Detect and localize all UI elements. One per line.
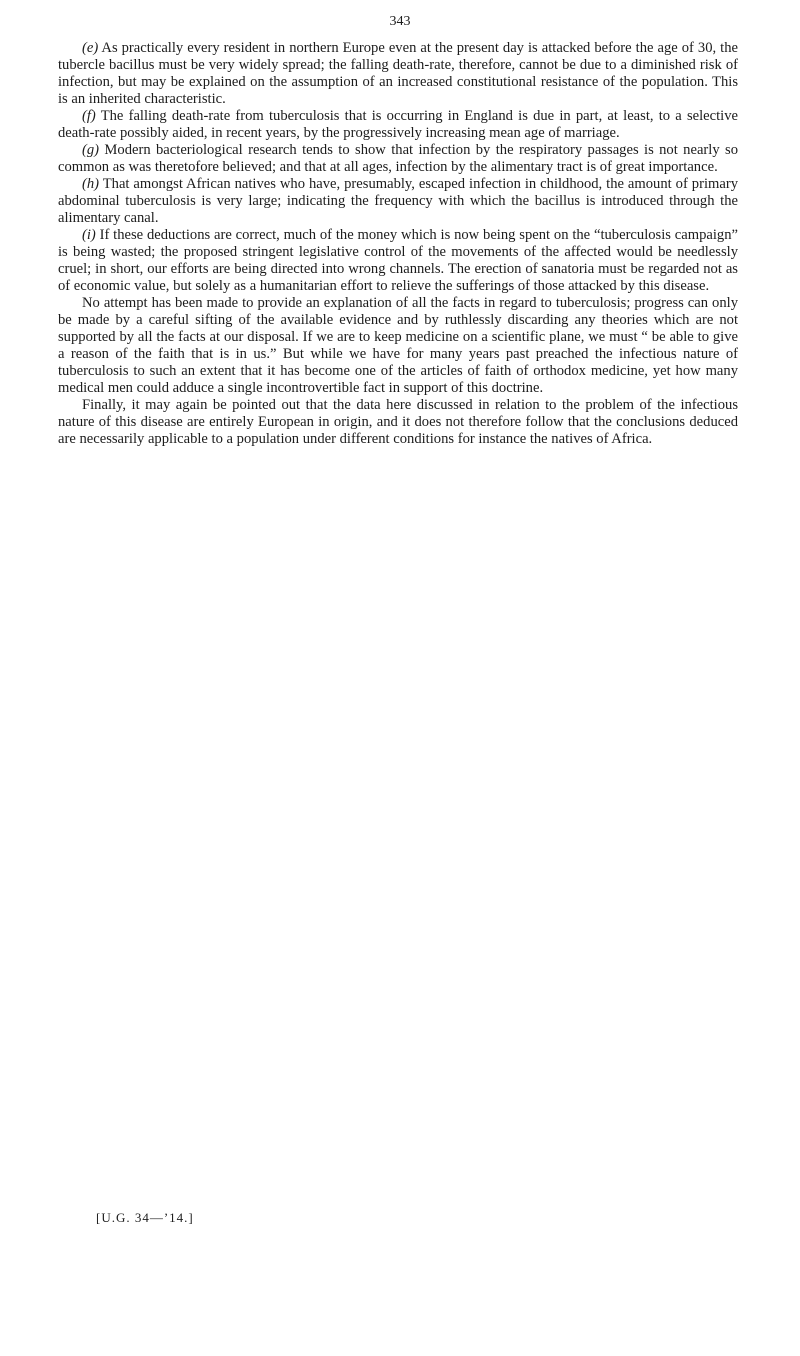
paragraph-f xyxy=(58,108,738,142)
paragraph-final xyxy=(58,397,738,448)
paragraph-label: (i) xyxy=(82,227,96,243)
paragraph-text: Finally, it may again be pointed out that the data here discussed in relation to the problem of the infectious nature of this disease are entirely European in origin, and it does not therefore follow that the conclusions deduced are necessarily applicable to a population under different conditions for instance the natives of Africa. xyxy=(58,397,738,447)
paragraph-label: (h) xyxy=(82,176,100,192)
document-reference-footer: [U.G. 34—’14.] xyxy=(96,1210,194,1225)
paragraph-label: (g) xyxy=(82,142,100,158)
paragraph-e xyxy=(58,40,738,108)
paragraph-text: If these deductions are correct, much of the money which is now being spent on the “tuberculosis campaign” is being wasted; the proposed stringent legislative control of the movements of the affected would be needlessly cruel; in short, our efforts are being directed into wrong channels. The erection of sanatoria must be regarded not as of economic value, but solely as a humanitarian effort to relieve the sufferings of those attacked by this disease. xyxy=(58,227,738,294)
paragraph-g xyxy=(58,142,738,176)
paragraph-text: That amongst African natives who have, presumably, escaped infection in childhood, the amount of primary abdominal tuberculosis is very large; indicating the frequency with which the bacillus is introduced through the alimentary canal. xyxy=(58,176,738,226)
paragraph-label: (f) xyxy=(82,108,96,124)
page-number: 343 xyxy=(389,14,411,29)
paragraph-text: No attempt has been made to provide an explanation of all the facts in regard to tuberculosis; progress can only be made by a careful sifting of the available evidence and by ruthlessly discarding any theories which are not supported by all the facts at our disposal. If we are to keep medicine on a scientific plane, we must “ be able to give a reason of the faith that is in us.” But while we have for many years past preached the infectious nature of tuberculosis to such an extent that it has become one of the articles of faith of orthodox medicine, yet how many medical men could adduce a single incontrovertible fact in support of this doctrine. xyxy=(58,295,738,396)
document-body xyxy=(58,40,738,448)
paragraph-text: The falling death-rate from tuberculosis that is occurring in England is due in part, at least, to a selective death-rate possibly aided, in recent years, by the progressively increasing mean age of marriage. xyxy=(58,108,738,141)
paragraph-conclusion xyxy=(58,295,738,397)
paragraph-text: As practically every resident in northern Europe even at the present day is attacked before the age of 30, the tubercle bacillus must be very widely spread; the falling death-rate, therefore, cannot be due to a diminished risk of infection, but may be explained on the assumption of an increased constitutional resistance of the population. This is an inherited characteristic. xyxy=(58,40,738,107)
paragraph-h xyxy=(58,176,738,227)
paragraph-text: Modern bacteriological research tends to show that infection by the respiratory passages is not nearly so common as was theretofore believed; and that at all ages, infection by the alimentary tract is of great importance. xyxy=(58,142,738,175)
paragraph-i xyxy=(58,227,738,295)
paragraph-label: (e) xyxy=(82,40,99,56)
